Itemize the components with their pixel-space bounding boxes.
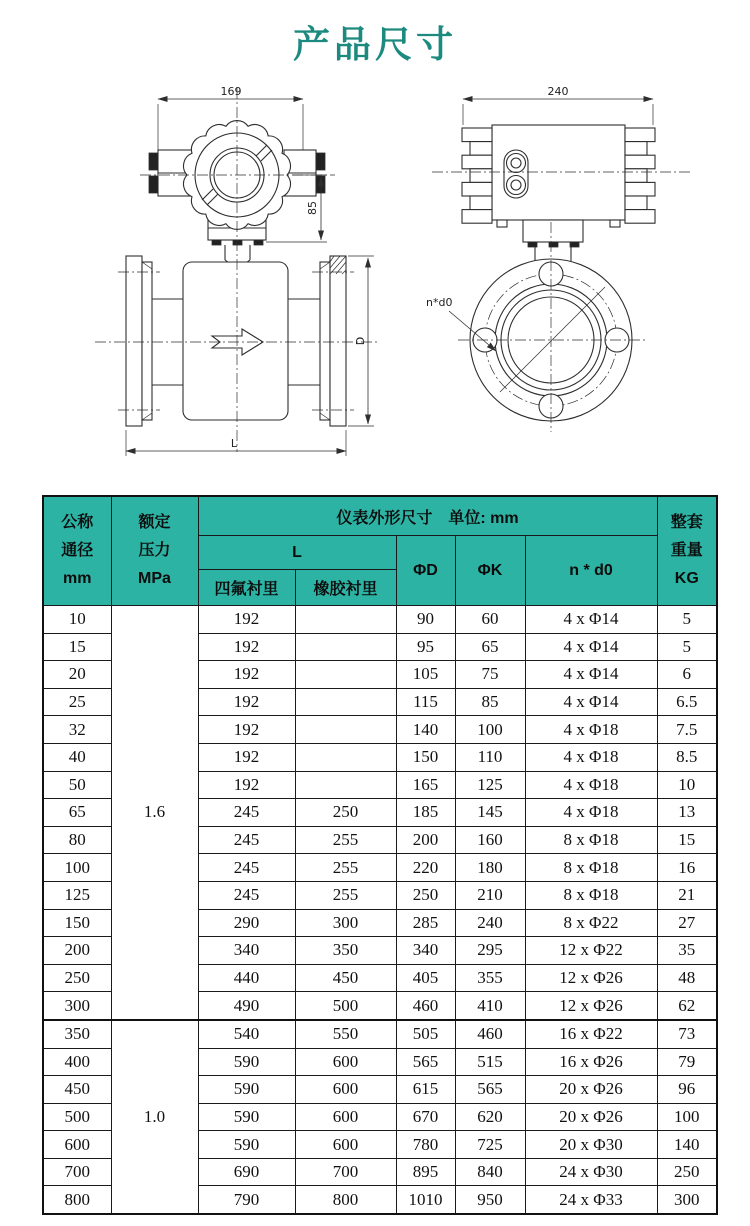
cell-l-rubber-lining: 255	[295, 854, 396, 882]
cell-n-d0: 16 x Φ22	[525, 1020, 657, 1048]
cell-phi-d: 220	[396, 854, 455, 882]
cell-weight: 21	[657, 881, 717, 909]
cell-weight: 35	[657, 937, 717, 965]
cell-phi-d: 185	[396, 799, 455, 827]
cell-l-rubber-lining	[295, 661, 396, 689]
cell-l-rubber-lining: 600	[295, 1048, 396, 1076]
cell-phi-d: 505	[396, 1020, 455, 1048]
cell-nominal-diameter: 10	[43, 606, 111, 634]
dim-D-label: D	[354, 336, 367, 346]
cell-l-rubber-lining	[295, 743, 396, 771]
cell-phi-k: 210	[455, 881, 525, 909]
cell-l-ptfe-lining: 192	[198, 661, 295, 689]
col-header-nominal-diameter: 公称 通径 mm	[43, 496, 111, 606]
cell-phi-k: 355	[455, 964, 525, 992]
cell-l-rubber-lining: 800	[295, 1186, 396, 1214]
bolt-callout-label: n*d0	[426, 296, 453, 309]
cell-l-rubber-lining	[295, 716, 396, 744]
cell-nominal-diameter: 100	[43, 854, 111, 882]
cell-phi-k: 85	[455, 688, 525, 716]
cell-phi-d: 95	[396, 633, 455, 661]
flowmeter-front-view	[95, 85, 380, 456]
cell-l-rubber-lining: 255	[295, 881, 396, 909]
cell-nominal-diameter: 350	[43, 1020, 111, 1048]
dim-169-label: 169	[220, 85, 242, 98]
cell-phi-k: 65	[455, 633, 525, 661]
cell-phi-k: 565	[455, 1076, 525, 1104]
cell-phi-k: 60	[455, 606, 525, 634]
table-row	[43, 606, 717, 634]
cell-l-ptfe-lining: 590	[198, 1048, 295, 1076]
cell-l-ptfe-lining: 690	[198, 1158, 295, 1186]
cell-l-ptfe-lining: 245	[198, 881, 295, 909]
cell-phi-d: 1010	[396, 1186, 455, 1214]
cell-l-ptfe-lining: 245	[198, 854, 295, 882]
cell-l-rubber-lining	[295, 633, 396, 661]
cell-weight: 62	[657, 992, 717, 1020]
cell-l-ptfe-lining: 290	[198, 909, 295, 937]
cell-weight: 300	[657, 1186, 717, 1214]
cable-glands	[504, 150, 528, 198]
cell-l-rubber-lining: 250	[295, 799, 396, 827]
cell-n-d0: 8 x Φ18	[525, 854, 657, 882]
cell-n-d0: 20 x Φ30	[525, 1131, 657, 1159]
cell-weight: 96	[657, 1076, 717, 1104]
right-ribbed-cap	[625, 128, 655, 223]
cell-nominal-diameter: 65	[43, 799, 111, 827]
cell-n-d0: 4 x Φ14	[525, 633, 657, 661]
cell-weight: 16	[657, 854, 717, 882]
cell-n-d0: 4 x Φ18	[525, 743, 657, 771]
cell-rated-pressure: 1.0	[111, 1020, 198, 1214]
cell-l-rubber-lining: 350	[295, 937, 396, 965]
cell-l-ptfe-lining: 192	[198, 633, 295, 661]
cell-weight: 6.5	[657, 688, 717, 716]
flowmeter-side-view	[426, 85, 692, 432]
cell-l-ptfe-lining: 440	[198, 964, 295, 992]
cell-l-ptfe-lining: 192	[198, 743, 295, 771]
cell-l-rubber-lining: 600	[295, 1131, 396, 1159]
cell-nominal-diameter: 125	[43, 881, 111, 909]
cell-phi-d: 405	[396, 964, 455, 992]
cell-phi-k: 515	[455, 1048, 525, 1076]
cell-phi-k: 160	[455, 826, 525, 854]
cell-nominal-diameter: 150	[43, 909, 111, 937]
cell-l-ptfe-lining: 192	[198, 716, 295, 744]
cell-phi-k: 620	[455, 1103, 525, 1131]
cell-weight: 100	[657, 1103, 717, 1131]
cell-phi-k: 950	[455, 1186, 525, 1214]
technical-drawings	[0, 80, 750, 480]
cell-n-d0: 20 x Φ26	[525, 1103, 657, 1131]
cell-phi-d: 460	[396, 992, 455, 1020]
spec-table-header	[43, 496, 717, 606]
cell-n-d0: 16 x Φ26	[525, 1048, 657, 1076]
dim-L-label: L	[230, 437, 238, 450]
cell-phi-d: 150	[396, 743, 455, 771]
cell-nominal-diameter: 32	[43, 716, 111, 744]
col-header-phi-d: ΦD	[396, 536, 455, 606]
cell-l-rubber-lining: 600	[295, 1076, 396, 1104]
cell-l-rubber-lining: 500	[295, 992, 396, 1020]
dimension-spec-table	[42, 495, 718, 1215]
cell-nominal-diameter: 50	[43, 771, 111, 799]
cell-l-ptfe-lining: 245	[198, 826, 295, 854]
cell-phi-k: 840	[455, 1158, 525, 1186]
cell-nominal-diameter: 700	[43, 1158, 111, 1186]
cell-nominal-diameter: 600	[43, 1131, 111, 1159]
cell-n-d0: 8 x Φ22	[525, 909, 657, 937]
cell-rated-pressure: 1.6	[111, 606, 198, 1020]
cell-weight: 6	[657, 661, 717, 689]
col-header-rubber-lining: 橡胶衬里	[295, 570, 396, 606]
left-ribbed-cap	[462, 128, 492, 223]
cell-nominal-diameter: 80	[43, 826, 111, 854]
cell-l-ptfe-lining: 192	[198, 771, 295, 799]
cell-n-d0: 12 x Φ26	[525, 992, 657, 1020]
cell-l-rubber-lining	[295, 606, 396, 634]
cell-l-ptfe-lining: 192	[198, 606, 295, 634]
cell-phi-k: 295	[455, 937, 525, 965]
cell-l-ptfe-lining: 790	[198, 1186, 295, 1214]
cell-nominal-diameter: 20	[43, 661, 111, 689]
cell-weight: 27	[657, 909, 717, 937]
cell-l-rubber-lining	[295, 688, 396, 716]
cell-n-d0: 8 x Φ18	[525, 826, 657, 854]
cell-phi-d: 565	[396, 1048, 455, 1076]
col-header-rated-pressure: 额定 压力 MPa	[111, 496, 198, 606]
cell-weight: 5	[657, 606, 717, 634]
cell-phi-d: 780	[396, 1131, 455, 1159]
cell-l-ptfe-lining: 590	[198, 1131, 295, 1159]
cell-n-d0: 20 x Φ26	[525, 1076, 657, 1104]
cell-l-rubber-lining: 450	[295, 964, 396, 992]
cell-weight: 48	[657, 964, 717, 992]
cell-phi-d: 340	[396, 937, 455, 965]
cell-nominal-diameter: 15	[43, 633, 111, 661]
table-row	[43, 1020, 717, 1048]
cell-nominal-diameter: 25	[43, 688, 111, 716]
cell-nominal-diameter: 40	[43, 743, 111, 771]
cell-l-ptfe-lining: 192	[198, 688, 295, 716]
cell-phi-k: 725	[455, 1131, 525, 1159]
spec-table-body	[43, 606, 717, 1215]
cell-weight: 7.5	[657, 716, 717, 744]
cell-l-ptfe-lining: 590	[198, 1076, 295, 1104]
col-header-dimensions-title: 仪表外形尺寸 单位: mm	[198, 496, 657, 536]
cell-weight: 15	[657, 826, 717, 854]
cell-nominal-diameter: 200	[43, 937, 111, 965]
cell-phi-d: 90	[396, 606, 455, 634]
col-header-L: L	[198, 536, 396, 570]
cell-phi-d: 895	[396, 1158, 455, 1186]
dim-85-label: 85	[306, 201, 319, 215]
cell-nominal-diameter: 400	[43, 1048, 111, 1076]
cell-phi-k: 100	[455, 716, 525, 744]
cell-weight: 250	[657, 1158, 717, 1186]
col-header-phi-k: ΦK	[455, 536, 525, 606]
cell-n-d0: 4 x Φ18	[525, 799, 657, 827]
cell-phi-k: 110	[455, 743, 525, 771]
cell-nominal-diameter: 250	[43, 964, 111, 992]
cell-nominal-diameter: 450	[43, 1076, 111, 1104]
cell-phi-d: 140	[396, 716, 455, 744]
cell-n-d0: 4 x Φ14	[525, 661, 657, 689]
cell-n-d0: 24 x Φ30	[525, 1158, 657, 1186]
cell-weight: 13	[657, 799, 717, 827]
cell-l-rubber-lining	[295, 771, 396, 799]
cell-phi-k: 125	[455, 771, 525, 799]
cell-weight: 5	[657, 633, 717, 661]
cell-weight: 10	[657, 771, 717, 799]
cell-nominal-diameter: 500	[43, 1103, 111, 1131]
cell-weight: 140	[657, 1131, 717, 1159]
cell-phi-d: 165	[396, 771, 455, 799]
cell-n-d0: 4 x Φ18	[525, 771, 657, 799]
cell-phi-k: 75	[455, 661, 525, 689]
cell-n-d0: 8 x Φ18	[525, 881, 657, 909]
cell-n-d0: 4 x Φ18	[525, 716, 657, 744]
cell-weight: 73	[657, 1020, 717, 1048]
cell-n-d0: 12 x Φ26	[525, 964, 657, 992]
col-header-total-weight: 整套 重量 KG	[657, 496, 717, 606]
cell-n-d0: 4 x Φ14	[525, 606, 657, 634]
cell-phi-k: 240	[455, 909, 525, 937]
cell-nominal-diameter: 300	[43, 992, 111, 1020]
cell-phi-d: 285	[396, 909, 455, 937]
cell-phi-k: 460	[455, 1020, 525, 1048]
cell-weight: 8.5	[657, 743, 717, 771]
cell-phi-d: 670	[396, 1103, 455, 1131]
cell-l-rubber-lining: 300	[295, 909, 396, 937]
cell-l-ptfe-lining: 245	[198, 799, 295, 827]
cell-l-ptfe-lining: 340	[198, 937, 295, 965]
col-header-ptfe-lining: 四氟衬里	[198, 570, 295, 606]
dim-240-label: 240	[547, 85, 569, 98]
cell-phi-d: 200	[396, 826, 455, 854]
cell-n-d0: 24 x Φ33	[525, 1186, 657, 1214]
cell-n-d0: 12 x Φ22	[525, 937, 657, 965]
cell-l-rubber-lining: 255	[295, 826, 396, 854]
cell-phi-d: 105	[396, 661, 455, 689]
cell-phi-k: 145	[455, 799, 525, 827]
cell-weight: 79	[657, 1048, 717, 1076]
cell-l-rubber-lining: 550	[295, 1020, 396, 1048]
cell-phi-d: 250	[396, 881, 455, 909]
cell-phi-k: 410	[455, 992, 525, 1020]
cell-phi-d: 615	[396, 1076, 455, 1104]
cell-n-d0: 4 x Φ14	[525, 688, 657, 716]
cell-phi-k: 180	[455, 854, 525, 882]
cell-l-rubber-lining: 600	[295, 1103, 396, 1131]
cell-l-ptfe-lining: 540	[198, 1020, 295, 1048]
cell-l-ptfe-lining: 590	[198, 1103, 295, 1131]
col-header-n-d0: n * d0	[525, 536, 657, 606]
cell-l-ptfe-lining: 490	[198, 992, 295, 1020]
cell-phi-d: 115	[396, 688, 455, 716]
cell-nominal-diameter: 800	[43, 1186, 111, 1214]
cell-l-rubber-lining: 700	[295, 1158, 396, 1186]
page-title: 产品尺寸	[293, 24, 457, 65]
